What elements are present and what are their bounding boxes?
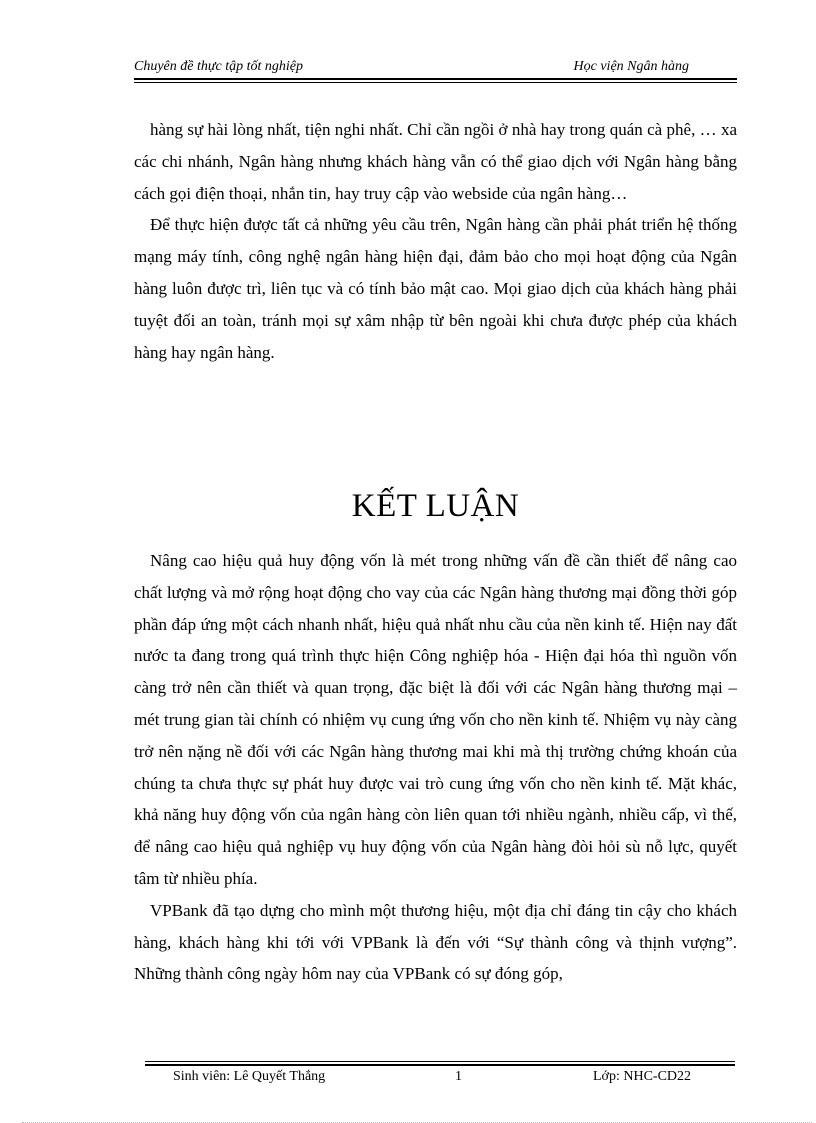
footer-rule-thin	[145, 1061, 735, 1062]
footer-class-code: Lớp: NHC-CD22	[593, 1069, 692, 1084]
footer-student-name: Sinh viên: Lê Quyết Thắng	[173, 1069, 326, 1084]
paragraph-requirements: Để thực hiện được tất cả những yêu cầu trên, Ngân hàng cần phải phát triển hệ thống mạng máy tính, công nghệ ngân hàng hiện đại, đảm bảo cho mọi hoạt động của Ngân hàng luôn được trì, liên tục và có tính bảo mật cao. Mọi giao dịch của khách hàng phải tuyệt đối an toàn, tránh mọi sự xâm nhập từ bên ngoài khi chưa được phép của khách hàng hay ngân hàng.	[134, 215, 737, 362]
paragraph-continuation: hàng sự hài lòng nhất, tiện nghi nhất. Chỉ cần ngồi ở nhà hay trong quán cà phê, … xa các chi nhánh, Ngân hàng nhưng khách hàng vẫn có thể giao dịch với Ngân hàng bằng cách gọi điện thoại, nhắn tin, hay truy cập vào webside của ngân hàng…	[134, 120, 737, 203]
header-institution: Học viện Ngân hàng	[573, 59, 689, 74]
body-text-top	[134, 114, 737, 368]
footer-page-number: 1	[455, 1069, 462, 1084]
header-rule-thin	[134, 82, 737, 83]
header-rule-thick	[134, 78, 737, 80]
paragraph-conclusion-2: VPBank đã tạo dựng cho mình một thương hiệu, một địa chỉ đáng tin cậy cho khách hàng, khách hàng khi tới với VPBank là đến với “Sự thành công và thịnh vượng”. Những thành công ngày hôm nay của VPBank có sự đóng góp,	[134, 900, 737, 984]
body-text-conclusion	[134, 545, 737, 990]
footer-rule-thick	[145, 1064, 735, 1066]
header-document-type: Chuyên đề thực tập tốt nghiệp	[134, 59, 303, 74]
section-title: KẾT LUẬN	[351, 488, 520, 524]
paragraph-conclusion-1: Nâng cao hiệu quả huy động vốn là mét trong những vấn đề cần thiết để nâng cao chất lượng và mở rộng hoạt động cho vay của các Ngân hàng thương mại đồng thời góp phần đáp ứng một cách nhanh nhất, hiệu quả nhất nhu cầu của nền kinh tế. Hiện nay đất nước ta đang trong quá trình thực hiện Công nghiệp hóa - Hiện đại hóa thì nguồn vốn càng trở nên cần thiết và quan trọng, đặc biệt là đối với các Ngân hàng thương mại – mét trung gian tài chính có nhiệm vụ cung ứng vốn cho nền kinh tế. Nhiệm vụ này càng trở nên nặng nề đối với các Ngân hàng thương mai khi mà thị trường chứng khoán của chúng ta chưa thực sự phát huy được vai trò cung ứng vốn cho nền kinh tế. Mặt khác, khả năng huy động vốn của ngân hàng còn liên quan tới nhiều ngành, nhiều cấp, vì thế, để nâng cao hiệu quả nghiệp vụ huy động vốn của Ngân hàng đòi hỏi sù nỗ lực, quyết tâm từ nhiều phía.	[134, 551, 737, 888]
